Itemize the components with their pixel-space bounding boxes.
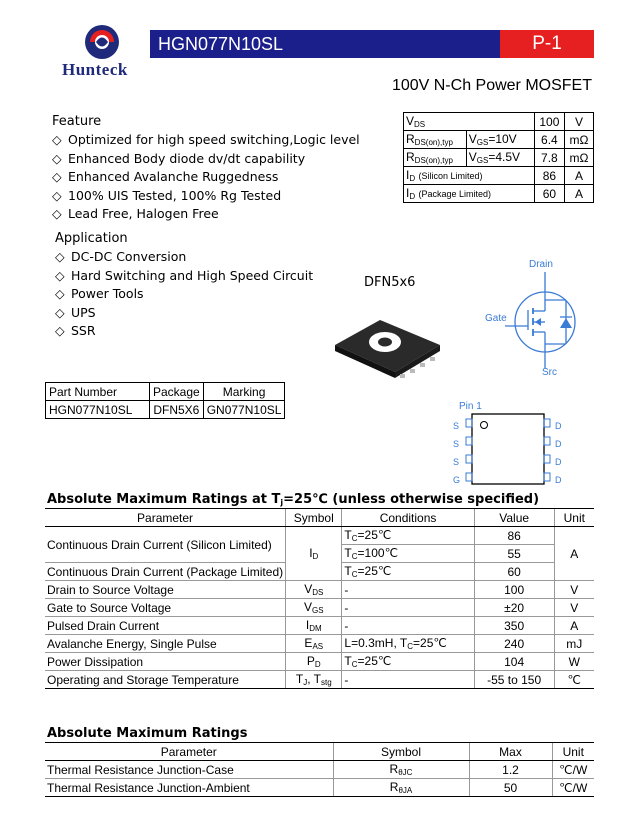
diamond-icon: ◇ bbox=[52, 150, 62, 166]
abs-max-title: Absolute Maximum Ratings at $T_j=25℃$ (unless otherwise specified) bbox=[47, 492, 540, 507]
table-row bbox=[404, 113, 594, 131]
application-item: ◇ Power Tools bbox=[55, 285, 313, 304]
table-cell: $V_{DS}$ bbox=[286, 581, 342, 599]
diamond-icon: ◇ bbox=[55, 267, 65, 283]
table-cell: mΩ bbox=[565, 149, 594, 167]
table-cell: ±20 bbox=[474, 599, 554, 617]
application-item: ◇ DC-DC Conversion bbox=[55, 248, 313, 267]
table-cell: Part Number bbox=[46, 383, 150, 401]
application-title: Application bbox=[55, 231, 128, 246]
table-row bbox=[45, 617, 594, 635]
table-cell: $T_C=100℃$ bbox=[342, 545, 474, 563]
thermal-title: Absolute Maximum Ratings bbox=[47, 726, 248, 741]
gate-label: Gate bbox=[485, 313, 507, 324]
part-title-bar: HGN077N10SL bbox=[150, 30, 500, 58]
table-cell: Symbol bbox=[286, 509, 342, 527]
table-cell: V bbox=[554, 599, 594, 617]
table-cell: 86 bbox=[534, 167, 564, 185]
pin-label-left: S bbox=[453, 457, 460, 467]
table-cell: Symbol bbox=[333, 743, 469, 761]
diamond-icon: ◇ bbox=[55, 249, 65, 264]
table-cell: ℃ bbox=[554, 671, 594, 689]
table-cell: - bbox=[342, 671, 474, 689]
table-cell: Conditions bbox=[342, 509, 474, 527]
table-row bbox=[45, 581, 594, 599]
table-row bbox=[45, 653, 594, 671]
table-cell: $R_{\theta JC}$ bbox=[333, 761, 469, 779]
table-header-row bbox=[45, 743, 594, 761]
table-cell: Parameter bbox=[45, 743, 333, 761]
key-spec-table bbox=[403, 112, 594, 203]
table-cell: 350 bbox=[474, 617, 554, 635]
table-cell: 240 bbox=[474, 635, 554, 653]
table-cell: Unit bbox=[552, 743, 594, 761]
table-cell: Power Dissipation bbox=[45, 653, 286, 671]
feature-item: ◇ Optimized for high speed switching,Logic level bbox=[52, 131, 360, 150]
pin-label-left: G bbox=[453, 475, 461, 485]
diamond-icon: ◇ bbox=[52, 187, 62, 203]
table-cell: $E_{AS}$ bbox=[286, 635, 342, 653]
table-cell: - bbox=[342, 617, 474, 635]
table-cell: $V_{GS}=4.5V$ bbox=[466, 149, 534, 167]
table-cell: W bbox=[554, 653, 594, 671]
table-cell: HGN077N10SL bbox=[46, 401, 150, 419]
table-cell: -55 to 150 bbox=[474, 671, 554, 689]
table-header-row bbox=[45, 509, 594, 527]
table-cell: $P_D$ bbox=[286, 653, 342, 671]
table-cell: $V_{DS}$ bbox=[404, 113, 535, 131]
abs-max-table bbox=[45, 508, 594, 689]
feature-section bbox=[52, 114, 360, 224]
dfn-package-icon bbox=[330, 300, 445, 385]
pin-label-right: D bbox=[555, 439, 562, 449]
pin1-label: Pin 1 bbox=[459, 401, 482, 412]
table-cell: Gate to Source Voltage bbox=[45, 599, 286, 617]
table-cell: Parameter bbox=[45, 509, 286, 527]
application-section bbox=[55, 231, 313, 341]
table-cell: $T_C=25℃$ bbox=[342, 527, 474, 545]
table-cell: GN077N10SL bbox=[203, 401, 285, 419]
table-cell: $T_J$, $T_{stg}$ bbox=[286, 671, 342, 689]
table-cell: $I_D$ (Silicon Limited) bbox=[404, 167, 535, 185]
diamond-icon: ◇ bbox=[55, 286, 65, 301]
diamond-icon: ◇ bbox=[52, 169, 62, 184]
table-cell: $R_{DS(on),typ}$ bbox=[404, 131, 467, 149]
table-cell: mJ bbox=[554, 635, 594, 653]
table-cell: Pulsed Drain Current bbox=[45, 617, 286, 635]
feature-item: ◇ Enhanced Body diode dv/dt capability bbox=[52, 150, 360, 169]
table-row bbox=[45, 599, 594, 617]
table-row bbox=[46, 383, 285, 401]
table-cell: Package bbox=[150, 383, 204, 401]
table-cell: 100 bbox=[534, 113, 564, 131]
application-item: ◇ SSR bbox=[55, 322, 313, 341]
table-cell: Avalanche Energy, Single Pulse bbox=[45, 635, 286, 653]
table-cell: DFN5X6 bbox=[150, 401, 204, 419]
table-row bbox=[45, 671, 594, 689]
pin-label-right: D bbox=[555, 457, 562, 467]
table-cell: L=0.3mH, $T_C=25℃$ bbox=[342, 635, 474, 653]
table-cell: $R_{DS(on),typ}$ bbox=[404, 149, 467, 167]
logo-text: Hunteck bbox=[62, 60, 128, 79]
package-label: DFN5x6 bbox=[364, 275, 416, 290]
table-cell: $T_C=25℃$ bbox=[342, 563, 474, 581]
table-row bbox=[404, 131, 594, 149]
table-cell: Thermal Resistance Junction-Case bbox=[45, 761, 333, 779]
table-cell: Value bbox=[474, 509, 554, 527]
table-cell: V bbox=[565, 113, 594, 131]
table-cell: mΩ bbox=[565, 131, 594, 149]
table-cell: Unit bbox=[554, 509, 594, 527]
table-row bbox=[404, 167, 594, 185]
table-row bbox=[45, 761, 594, 779]
table-row bbox=[45, 779, 594, 797]
table-cell: - bbox=[342, 599, 474, 617]
table-cell: 60 bbox=[534, 185, 564, 203]
table-cell: - bbox=[342, 581, 474, 599]
table-cell: 55 bbox=[474, 545, 554, 563]
source-label: Src bbox=[542, 367, 557, 378]
table-cell: ℃/W bbox=[552, 779, 594, 797]
table-cell: V bbox=[554, 581, 594, 599]
thermal-table bbox=[45, 742, 594, 797]
table-cell: 1.2 bbox=[469, 761, 552, 779]
feature-item: ◇ Enhanced Avalanche Ruggedness bbox=[52, 168, 360, 187]
table-cell: A bbox=[554, 617, 594, 635]
feature-item: ◇ Lead Free, Halogen Free bbox=[52, 205, 360, 224]
table-cell: $I_{DM}$ bbox=[286, 617, 342, 635]
table-row bbox=[46, 401, 285, 419]
diamond-icon: ◇ bbox=[52, 132, 62, 147]
table-cell: $V_{GS}=10V$ bbox=[466, 131, 534, 149]
table-cell: 7.8 bbox=[534, 149, 564, 167]
table-cell: 50 bbox=[469, 779, 552, 797]
feature-title: Feature bbox=[52, 114, 102, 129]
table-cell: 60 bbox=[474, 563, 554, 581]
table-cell: Drain to Source Voltage bbox=[45, 581, 286, 599]
device-subtitle: 100V N-Ch Power MOSFET bbox=[391, 77, 592, 94]
table-cell: A bbox=[565, 185, 594, 203]
table-row bbox=[45, 527, 594, 545]
table-cell: $V_{GS}$ bbox=[286, 599, 342, 617]
table-cell: Marking bbox=[203, 383, 285, 401]
part-number-table bbox=[45, 382, 285, 419]
mosfet-symbol-icon bbox=[500, 270, 590, 370]
pin-label-left: S bbox=[453, 421, 460, 431]
page-number-badge: P-1 bbox=[500, 30, 594, 58]
diamond-icon: ◇ bbox=[55, 323, 65, 338]
application-item: ◇ UPS bbox=[55, 304, 313, 323]
table-cell: 100 bbox=[474, 581, 554, 599]
table-cell: $I_D$ (Package Limited) bbox=[404, 185, 535, 203]
table-cell: A bbox=[554, 527, 594, 581]
table-cell: Thermal Resistance Junction-Ambient bbox=[45, 779, 333, 797]
table-cell: 6.4 bbox=[534, 131, 564, 149]
table-cell: 86 bbox=[474, 527, 554, 545]
table-cell: A bbox=[565, 167, 594, 185]
table-row bbox=[404, 149, 594, 167]
table-cell: Max bbox=[469, 743, 552, 761]
diamond-icon: ◇ bbox=[52, 206, 62, 221]
table-cell: $T_C=25℃$ bbox=[342, 653, 474, 671]
feature-item: ◇ 100% UIS Tested, 100% Rg Tested bbox=[52, 187, 360, 206]
table-cell: Continuous Drain Current (Silicon Limited) bbox=[45, 527, 286, 563]
table-row bbox=[404, 185, 594, 203]
pinout-diagram-icon bbox=[450, 412, 570, 487]
table-row bbox=[45, 635, 594, 653]
drain-label: Drain bbox=[529, 259, 553, 270]
table-cell: $I_D$ bbox=[286, 527, 342, 581]
diamond-icon: ◇ bbox=[55, 304, 65, 320]
pin-label-right: D bbox=[555, 421, 562, 431]
pin-label-left: S bbox=[453, 439, 460, 449]
table-cell: 104 bbox=[474, 653, 554, 671]
application-item: ◇ Hard Switching and High Speed Circuit bbox=[55, 267, 313, 286]
table-cell: Operating and Storage Temperature bbox=[45, 671, 286, 689]
pin-label-right: D bbox=[555, 475, 562, 485]
table-cell: ℃/W bbox=[552, 761, 594, 779]
table-cell: $R_{\theta JA}$ bbox=[333, 779, 469, 797]
table-cell: Continuous Drain Current (Package Limited) bbox=[45, 563, 286, 581]
